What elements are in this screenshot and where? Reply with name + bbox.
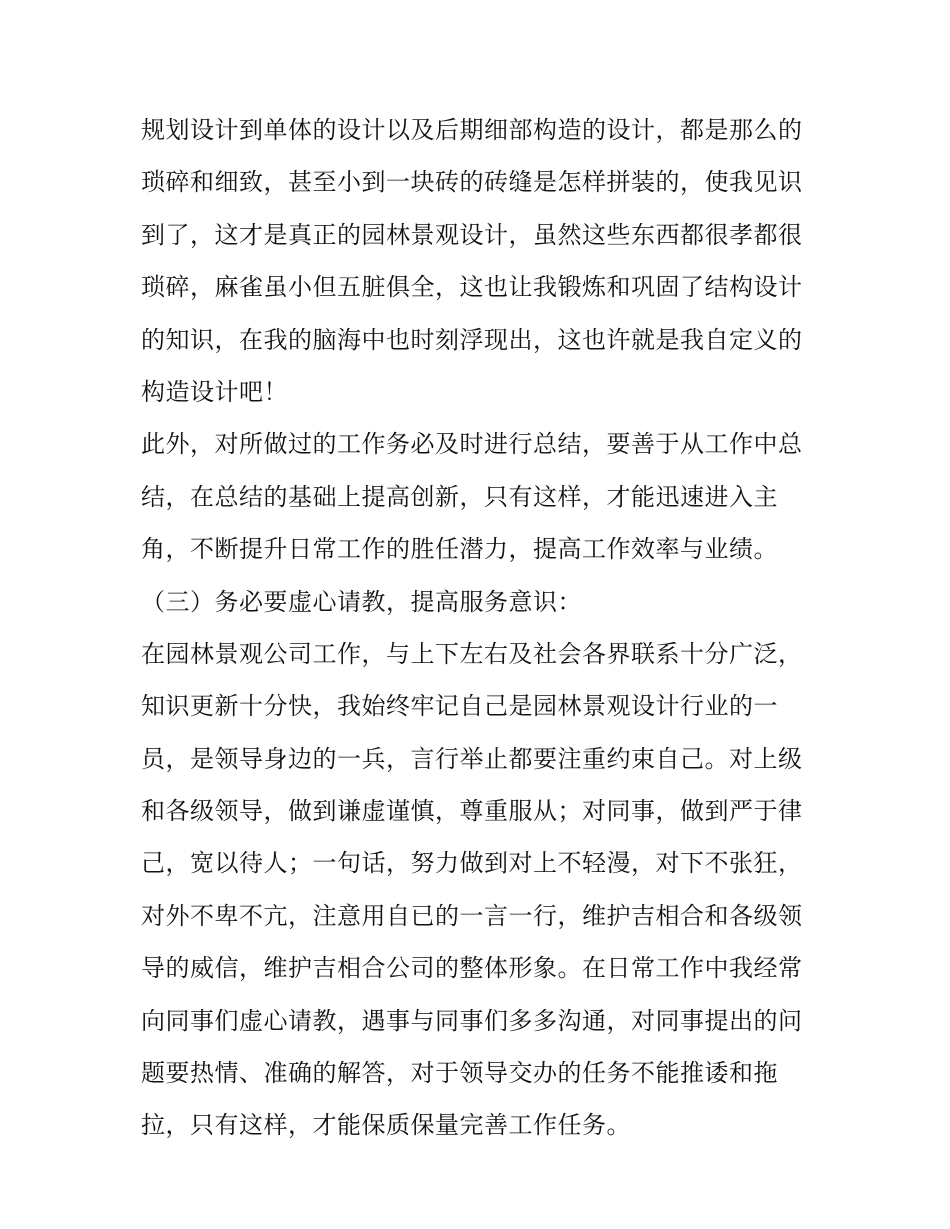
text-line: 琐碎，麻雀虽小但五脏俱全，这也让我锻炼和巩固了结构设计 [141,273,803,302]
paragraph-line: 向同事们虚心请教，遇事与同事们多多沟通，对同事提出的问 [141,1006,803,1035]
paragraph-line: 题要热情、准确的解答，对于领导交办的任务不能推诿和拖 [141,1059,778,1088]
text-line: 到了，这才是真正的园林景观设计，虽然这些东西都很孝都很 [141,220,803,249]
body-text [141,104,821,1152]
paragraph-line: 角，不断提升日常工作的胜任潜力，提高工作效率与业绩。 [141,535,778,564]
text-line: 构造设计吧！ [141,377,288,406]
paragraph-line: 员，是领导身边的一兵，言行举止都要注重约束自己。对上级 [141,744,803,773]
paragraph-line: 拉，只有这样，才能保质保量完善工作任务。 [141,1111,631,1140]
paragraph-line: 导的威信，维护吉相合公司的整体形象。在日常工作中我经常 [141,954,803,983]
paragraph-line: 结，在总结的基础上提高创新，只有这样，才能迅速进入主 [141,482,778,511]
paragraph-line: 知识更新十分快，我始终牢记自己是园林景观设计行业的一 [141,692,778,721]
section-heading: （三）务必要虚心请教，提高服务意识： [141,587,582,616]
paragraph-line: 和各级领导，做到谦虚谨慎，尊重服从；对同事，做到严于律 [141,797,803,826]
paragraph-line: 在园林景观公司工作，与上下左右及社会各界联系十分广泛， [141,639,803,668]
paragraph-line: 己，宽以待人；一句话，努力做到对上不轻漫，对下不张狂， [141,849,803,878]
text-line: 琐碎和细致，甚至小到一块砖的砖缝是怎样拼装的，使我见识 [141,168,803,197]
paragraph-line: 对外不卑不亢，注意用自已的一言一行，维护吉相合和各级领 [141,901,803,930]
paragraph-line: 此外，对所做过的工作务必及时进行总结，要善于从工作中总 [141,430,803,459]
text-line: 规划设计到单体的设计以及后期细部构造的设计，都是那么的 [141,116,803,144]
text-line: 的知识，在我的脑海中也时刻浮现出，这也许就是我自定义的 [141,325,803,354]
